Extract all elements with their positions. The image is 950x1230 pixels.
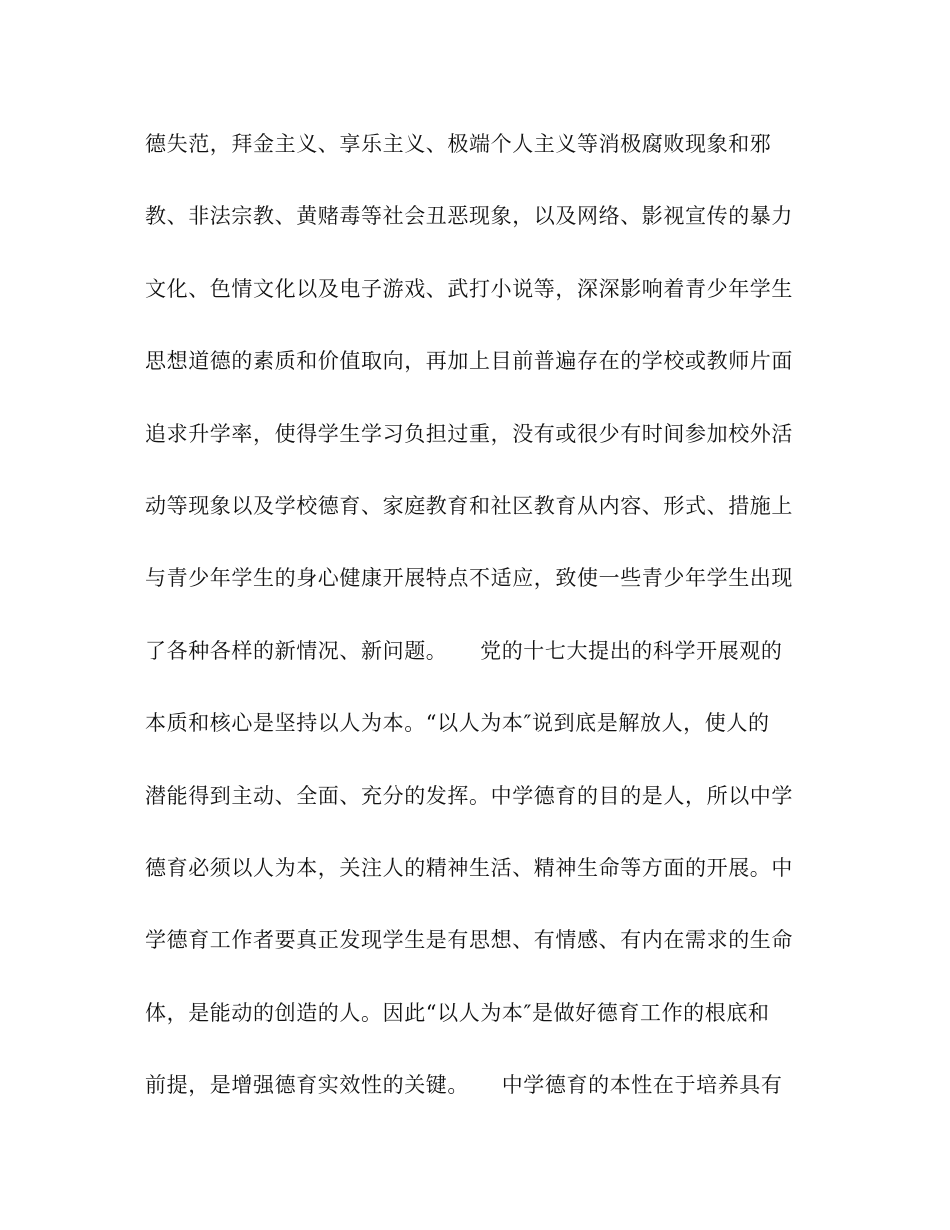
text-line: 体，是能动的创造的人。因此“以人为本″是做好德育工作的根底和 bbox=[145, 1000, 770, 1025]
text-line: 追求升学率，使得学生学习负担过重，没有或很少有时间参加校外活 bbox=[145, 421, 793, 446]
text-line: 德育必须以人为本，关注人的精神生活、精神生命等方面的开展。中 bbox=[145, 855, 793, 880]
text-line: 德失范，拜金主义、享乐主义、极端个人主义等消极腐败现象和邪 bbox=[145, 132, 772, 156]
text-line: 思想道德的素质和价值取向，再加上目前普遍存在的学校或教师片面 bbox=[145, 349, 793, 374]
text-line: 前提，是增强德育实效性的关键。 中学德育的本性在于培养具有 bbox=[145, 1073, 783, 1098]
text-line: 了各种各样的新情况、新问题。 党的十七大提出的科学开展观的 bbox=[145, 638, 783, 663]
body-text bbox=[145, 118, 805, 1131]
text-line: 潜能得到主动、全面、充分的发挥。中学德育的目的是人，所以中学 bbox=[145, 783, 793, 808]
text-line: 与青少年学生的身心健康开展特点不适应，致使一些青少年学生出现 bbox=[145, 566, 793, 591]
text-line: 学德育工作者要真正发现学生是有思想、有情感、有内在需求的生命 bbox=[145, 928, 793, 953]
text-line: 本质和核心是坚持以人为本。“以人为本″说到底是解放人，使人的 bbox=[145, 711, 770, 736]
text-line: 动等现象以及学校德育、家庭教育和社区教育从内容、形式、措施上 bbox=[145, 493, 793, 518]
text-line: 教、非法宗教、黄赌毒等社会丑恶现象，以及网络、影视宣传的暴力 bbox=[145, 204, 793, 229]
text-line: 文化、色情文化以及电子游戏、武打小说等，深深影响着青少年学生 bbox=[145, 276, 793, 301]
